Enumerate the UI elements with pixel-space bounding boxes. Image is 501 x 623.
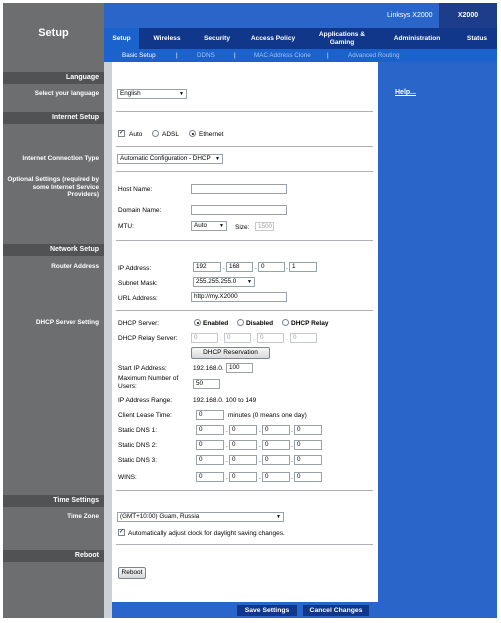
start-ip-input[interactable]: 100 [226,363,253,373]
host-name-label: Host Name: [118,186,153,193]
lease-time-suffix: minutes (0 means one day) [228,412,307,419]
url-address-input[interactable]: http://my.X2000 [191,292,287,302]
mtu-size-input[interactable]: 1500 [255,222,274,231]
divider [116,310,373,311]
ethernet-label: Ethernet [199,131,224,138]
help-column [378,62,497,618]
section-language: Language [3,72,104,84]
domain-name-input[interactable] [191,205,287,215]
ip-dot: . [286,264,288,271]
dhcp-relay-radio[interactable] [282,319,289,326]
subnav-separator: | [234,52,236,59]
divider [116,240,373,241]
host-name-input[interactable] [191,184,287,194]
ip-dot: . [226,427,228,434]
ip-dot: . [226,457,228,464]
chevron-down-icon: ▼ [247,279,252,285]
static-dns-1-label: Static DNS 1: [118,427,158,434]
relay-octet-3[interactable]: 0 [257,333,284,343]
ip-dot: . [255,264,257,271]
ip-octet-4[interactable]: 1 [289,262,317,272]
wins-label: WINS: [118,474,137,481]
start-ip-label: Start IP Address: [118,365,167,372]
lease-time-input[interactable]: 0 [196,410,224,420]
language-select-value: English [120,90,141,97]
dns2-octet-4[interactable]: 0 [294,440,322,450]
divider [116,171,373,172]
ip-range-label: IP Address Range: [118,397,173,404]
ip-range-value: 192.168.0. 100 to 149 [193,397,257,404]
column-separator [104,62,112,618]
ip-dot: . [220,335,222,342]
subnav-separator: | [327,52,329,59]
dns1-octet-4[interactable]: 0 [294,425,322,435]
dhcp-server-label: DHCP Server: [118,320,160,327]
connection-type-label: Internet Connection Type [22,155,99,162]
relay-octet-2[interactable]: 0 [224,333,251,343]
header-section-panel [3,3,104,62]
tab-applications-gaming[interactable]: Applications & Gaming [318,31,366,46]
chevron-down-icon: ▼ [215,156,220,162]
subnet-mask-value: 255.255.255.0 [196,278,237,285]
relay-octet-4[interactable]: 0 [290,333,317,343]
subnet-mask-label: Subnet Mask: [118,280,158,287]
left-label-column [3,62,104,618]
subnav-basic-setup[interactable]: Basic Setup [122,52,156,59]
cancel-changes-button[interactable]: Cancel Changes [303,605,369,616]
dhcp-disabled-radio[interactable] [237,319,244,326]
dns2-octet-1[interactable]: 0 [196,440,224,450]
section-time-settings: Time Settings [3,495,104,507]
auto-label: Auto [129,131,143,138]
header-bar [104,3,497,28]
divider [116,490,373,491]
dhcp-server-setting-label: DHCP Server Setting [35,319,99,326]
relay-server-label: DHCP Relay Server: [118,335,178,342]
subnav-ddns[interactable]: DDNS [197,52,215,59]
tab-access-policy[interactable]: Access Policy [250,34,296,42]
tab-security[interactable]: Security [203,34,231,42]
wins-octet-4[interactable]: 0 [294,472,322,482]
auto-checkbox[interactable]: ✓ [119,130,125,136]
subnav-advanced-routing[interactable]: Advanced Routing [348,52,400,59]
chevron-down-icon: ▼ [179,91,184,97]
ip-dot: . [291,442,293,449]
dhcp-reservation-button[interactable]: DHCP Reservation [191,347,270,359]
adsl-radio[interactable] [152,130,159,137]
lease-time-label: Client Lease Time: [118,412,172,419]
ip-dot: . [226,442,228,449]
dst-checkbox[interactable]: ✓ [119,529,125,535]
divider [116,544,373,545]
ip-dot: . [259,474,261,481]
wins-octet-1[interactable]: 0 [196,472,224,482]
ip-dot: . [286,335,288,342]
help-link[interactable]: Help... [395,89,417,96]
mtu-value: Auto [194,222,207,229]
static-dns-3-label: Static DNS 3: [118,457,158,464]
subnav-mac-address-clone[interactable]: MAC Address Clone [254,52,311,59]
dns1-octet-1[interactable]: 0 [196,425,224,435]
size-label: Size: [235,224,250,231]
dst-label: Automatically adjust clock for daylight saving changes. [128,530,285,537]
ip-address-label: IP Address: [118,265,152,272]
ip-dot: . [259,457,261,464]
ip-dot: . [259,427,261,434]
dns3-octet-3[interactable]: 0 [262,455,290,465]
ip-dot: . [259,442,261,449]
tab-status[interactable]: Status [466,34,488,42]
language-label: Select your language [34,90,99,97]
tab-wireless[interactable]: Wireless [153,34,181,42]
section-network-setup: Network Setup [3,244,104,256]
max-users-label: Maximum Number of Users: [118,375,179,390]
max-users-input[interactable]: 50 [193,379,220,389]
main-tabs [104,28,497,49]
time-zone-select[interactable] [117,512,284,522]
dns3-octet-2[interactable]: 0 [229,455,257,465]
dhcp-relay-label: DHCP Relay [291,320,329,327]
sub-navigation [104,49,497,62]
dhcp-enabled-label: Enabled [203,320,229,327]
dns3-octet-4[interactable]: 0 [294,455,322,465]
brand-label: Linksys X2000 [387,12,433,19]
ip-dot: . [253,335,255,342]
dns1-octet-2[interactable]: 0 [229,425,257,435]
footer-bar [112,602,378,618]
ip-dot: . [226,474,228,481]
connection-type-select[interactable] [117,154,223,164]
language-select[interactable] [117,89,187,99]
dhcp-enabled-radio[interactable] [194,319,201,326]
url-address-label: URL Address: [118,295,158,302]
dns3-octet-1[interactable]: 0 [196,455,224,465]
static-dns-2-label: Static DNS 2: [118,442,158,449]
mtu-select[interactable] [191,221,227,231]
dns1-octet-3[interactable]: 0 [262,425,290,435]
relay-octet-1[interactable]: 0 [191,333,218,343]
time-zone-value: (GMT+10:00) Guam, Russia [120,513,200,520]
mtu-label: MTU: [118,223,134,230]
optional-settings-label: Optional Settings (required by some Internet Service Providers) [7,176,99,199]
dns2-octet-3[interactable]: 0 [262,440,290,450]
chevron-down-icon: ▼ [219,223,224,229]
start-ip-prefix: 192.168.0. [193,365,224,372]
subnet-mask-select[interactable] [193,277,255,287]
ip-dot: . [223,264,225,271]
save-settings-button[interactable]: Save Settings [237,605,297,616]
tab-administration[interactable]: Administration [393,34,441,42]
ip-dot: . [291,457,293,464]
divider [116,146,373,147]
header-section-title: Setup [38,27,69,39]
adsl-label: ADSL [162,131,179,138]
divider [116,111,373,112]
wins-octet-3[interactable]: 0 [262,472,290,482]
domain-name-label: Domain Name: [118,207,162,214]
ip-dot: . [291,427,293,434]
dhcp-disabled-label: Disabled [246,320,274,327]
router-address-label: Router Address [51,263,99,270]
ip-dot: . [291,474,293,481]
section-internet-setup: Internet Setup [3,112,104,124]
ip-octet-3[interactable]: 0 [258,262,285,272]
ip-octet-1[interactable]: 192 [193,262,221,272]
reboot-button[interactable]: Reboot [118,567,146,579]
ip-octet-2[interactable]: 168 [226,262,253,272]
ethernet-radio[interactable] [189,130,196,137]
dns2-octet-2[interactable]: 0 [229,440,257,450]
connection-type-value: Automatic Configuration - DHCP [120,155,211,162]
subnav-separator: | [176,52,178,59]
wins-octet-2[interactable]: 0 [229,472,257,482]
chevron-down-icon: ▼ [276,514,281,520]
tab-setup[interactable]: Setup [104,28,139,49]
model-label: X2000 [439,3,497,28]
time-zone-label: Time Zone [67,513,99,520]
section-reboot: Reboot [3,550,104,562]
